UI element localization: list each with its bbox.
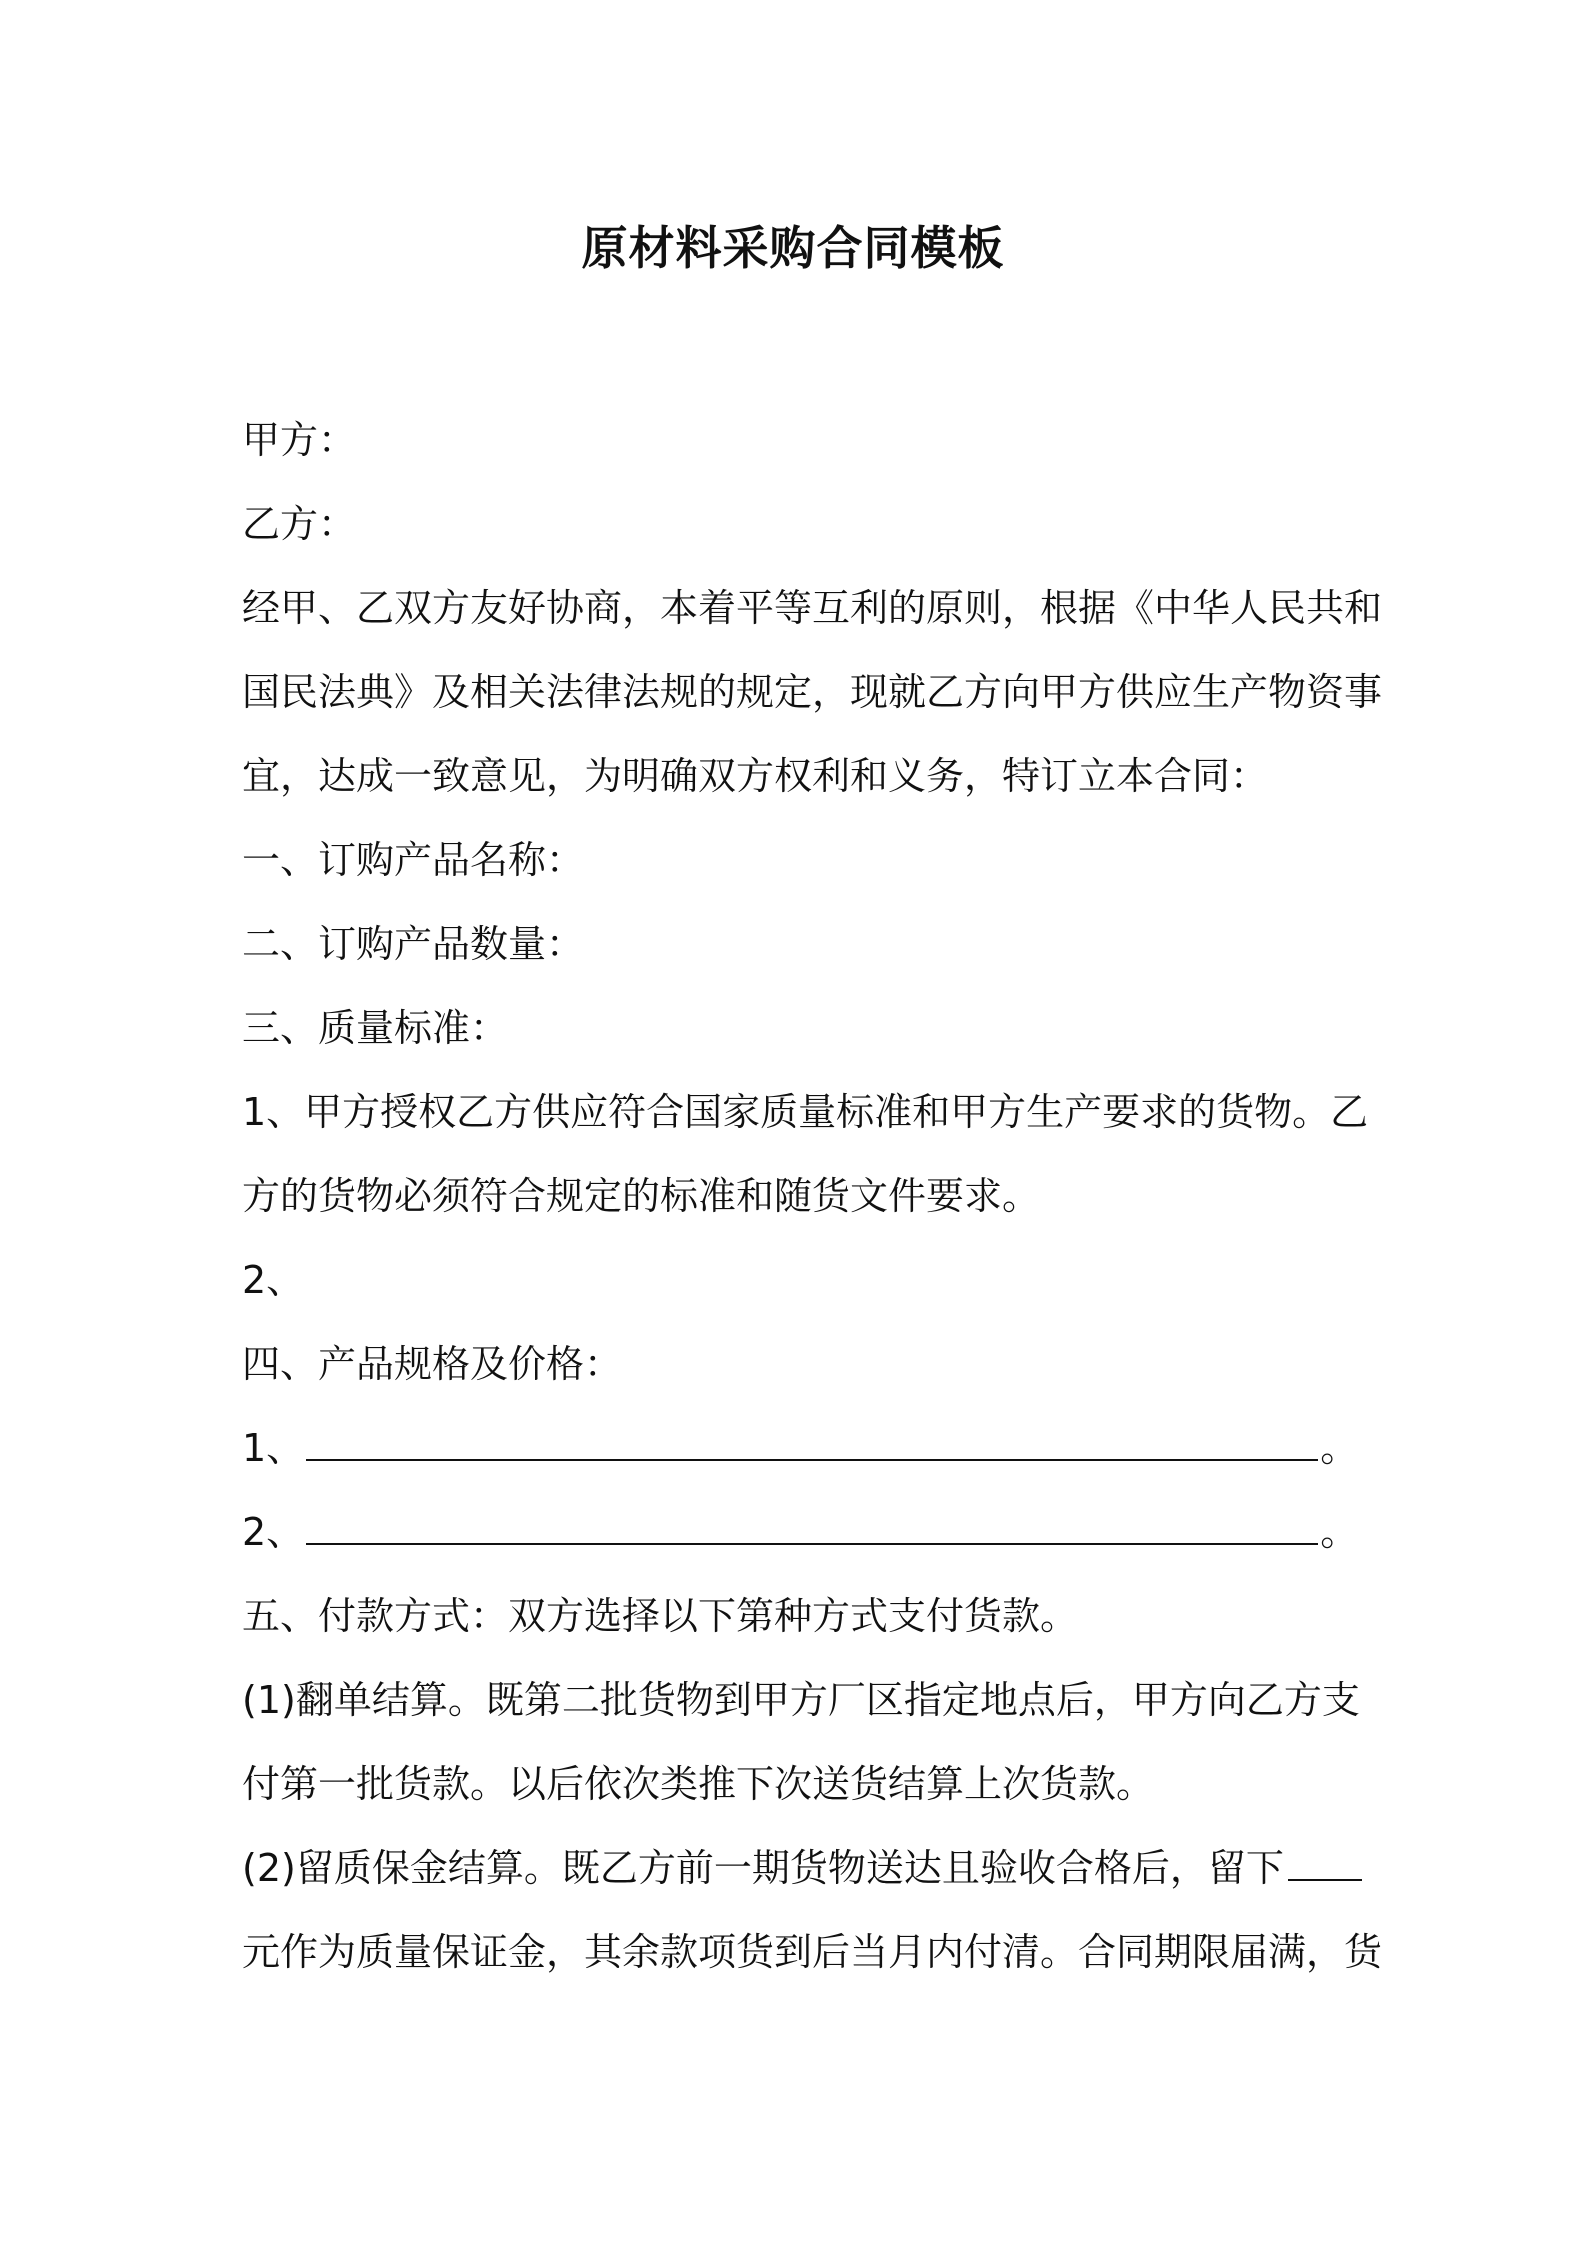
blank-fill-line: [1288, 1849, 1362, 1881]
section-product-quantity: 二、订购产品数量：: [242, 922, 585, 966]
blank-fill-line: [306, 1425, 1318, 1461]
payment-option-2-line-1: [242, 1826, 1362, 1910]
preamble-line-1: 经甲、乙双方友好协商，本着平等互利的原则，根据《中华人民共和: [242, 586, 1383, 630]
payment-option-2-line-2: 元作为质量保证金，其余款项货到后当月内付清。合同期限届满，货: [242, 1930, 1383, 1974]
spec-item-end: 。: [1320, 1510, 1359, 1554]
preamble-line-3: 宜，达成一致意见，为明确双方权利和义务，特订立本合同：: [242, 754, 1269, 798]
section-payment-method: 五、付款方式：双方选择以下第种方式支付货款。: [242, 1594, 1079, 1638]
spec-item-number: 2、: [242, 1510, 305, 1554]
document-title: 原材料采购合同模板: [581, 221, 1005, 275]
deposit-text: (2)留质保金结算。既乙方前一期货物送达且验收合格后，留下: [242, 1846, 1284, 1890]
spec-item-end: 。: [1320, 1426, 1359, 1470]
party-a-line: 甲方：: [242, 418, 357, 462]
section-spec-price: 四、产品规格及价格：: [242, 1342, 623, 1386]
preamble-line-2: 国民法典》及相关法律法规的规定，现就乙方向甲方供应生产物资事: [242, 670, 1383, 714]
spec-item: [242, 1406, 1362, 1490]
payment-option-1-line-2: 付第一批货款。以后依次类推下次送货结算上次货款。: [242, 1762, 1155, 1806]
party-b-line: 乙方：: [242, 502, 357, 546]
quality-clause-2: 2、: [242, 1258, 305, 1302]
payment-option-1-line-1: (1)翻单结算。既第二批货物到甲方厂区指定地点后，甲方向乙方支: [242, 1678, 1360, 1722]
quality-clause-1-line-1: 1、甲方授权乙方供应符合国家质量标准和甲方生产要求的货物。乙: [242, 1090, 1369, 1134]
quality-clause-1-line-2: 方的货物必须符合规定的标准和随货文件要求。: [242, 1174, 1041, 1218]
spec-item-number: 1、: [242, 1426, 305, 1470]
section-quality-standard: 三、质量标准：: [242, 1006, 509, 1050]
blank-fill-line: [306, 1509, 1318, 1545]
document-body: [242, 398, 1383, 1994]
section-product-name: 一、订购产品名称：: [242, 838, 585, 882]
spec-item: [242, 1490, 1362, 1574]
